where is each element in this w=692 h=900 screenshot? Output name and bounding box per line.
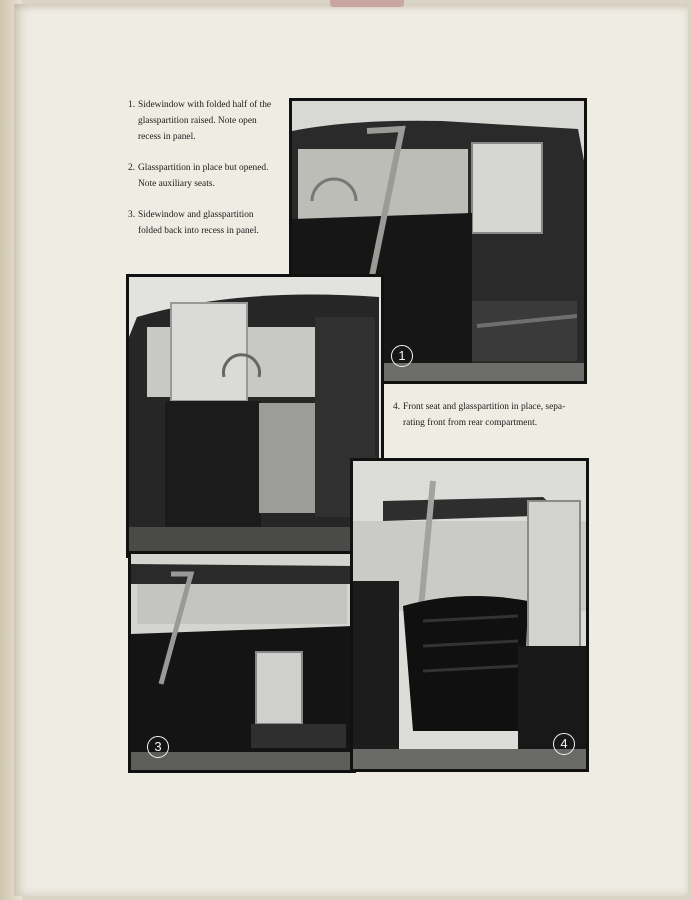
caption-1: 1. Sidewindow with folded half of the glasspartition raised. Note open recess in panel. bbox=[128, 100, 272, 142]
photo-2-image bbox=[129, 277, 381, 555]
caption-4: 4. Front seat and glasspartition in place, sepa- rating front from rear compartment. bbox=[393, 402, 566, 428]
top-binding-tab bbox=[330, 0, 404, 7]
caption-3: 3. Sidewindow and glasspartition folded back into recess in panel. bbox=[128, 210, 259, 236]
photo-4-number-icon: 4 bbox=[553, 733, 575, 755]
caption-2: 2. Glasspartition in place but opened. Note auxiliary seats. bbox=[128, 163, 269, 189]
photo-4 bbox=[350, 458, 589, 772]
photo-2 bbox=[126, 274, 384, 558]
photo-3-number-icon: 3 bbox=[147, 736, 169, 758]
photo-1-number-icon: 1 bbox=[391, 345, 413, 367]
photo-4-image bbox=[353, 461, 586, 769]
photo-3 bbox=[128, 551, 356, 773]
